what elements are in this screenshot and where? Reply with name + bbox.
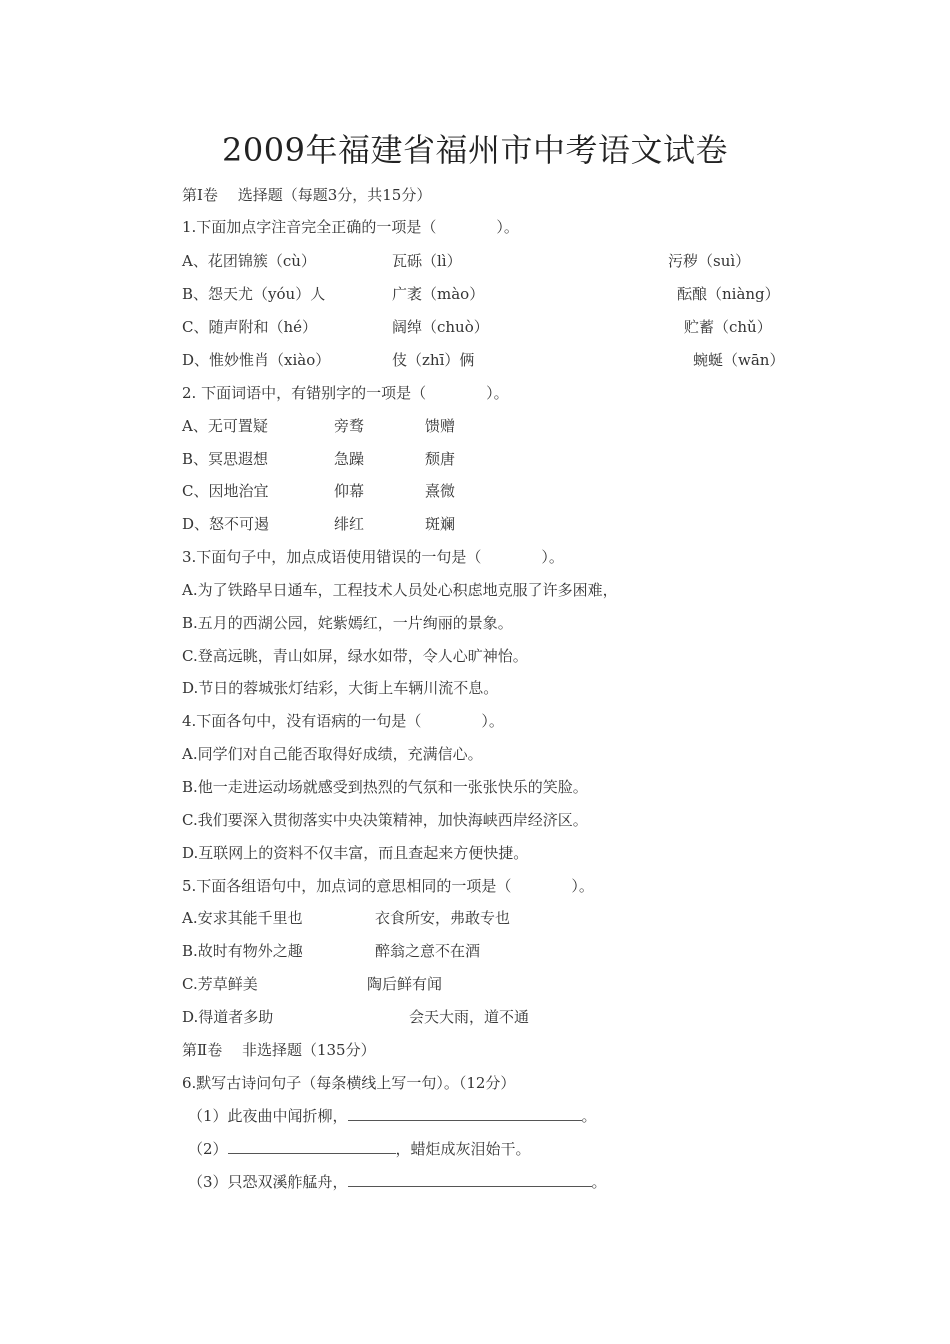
section-1-heading: 第Ⅰ卷 选择题（每题3分，共15分） (182, 186, 432, 204)
question-3-stem: 3.下面句子中，加点成语使用错误的一句是（ ）。 (182, 548, 564, 566)
q5-option-d-col1: D.得道者多助 (182, 1008, 274, 1026)
q5-option-c-col2: 陶后鲜有闻 (367, 975, 443, 993)
q2-option-a-col1: A、无可置疑 (182, 417, 268, 435)
q2-option-d-col3: 斑斓 (425, 515, 456, 533)
q1-option-a-col3: 污秽（suì） (668, 252, 751, 270)
q4-option-d: D.互联网上的资料不仅丰富，而且查起来方便快捷。 (182, 844, 529, 862)
q6-item-2-answer-blank[interactable] (228, 1139, 396, 1154)
q1-option-a-col2: 瓦砾（lì） (392, 252, 462, 270)
q5-option-c-col1: C.芳草鲜美 (182, 975, 258, 993)
q4-option-c: C.我们要深入贯彻落实中央决策精神，加快海峡西岸经济区。 (182, 811, 588, 829)
section-2-heading: 第Ⅱ卷 非选择题（135分） (182, 1041, 376, 1059)
q1-option-b-col3: 酝酿（niàng） (677, 285, 780, 303)
q2-option-d-col1: D、怒不可遏 (182, 515, 270, 533)
q2-option-c-col3: 熹微 (425, 482, 456, 500)
q6-item-3-prefix: （3）只恐双溪舴艋舟， (188, 1173, 348, 1191)
q1-option-d-col3: 蜿蜒（wān） (693, 351, 785, 369)
page-title: 2009年福建省福州市中考语文试卷 (222, 131, 728, 169)
q4-option-b: B.他一走进运动场就感受到热烈的气氛和一张张快乐的笑脸。 (182, 778, 588, 796)
q3-option-b: B.五月的西湖公园，姹紫嫣红，一片绚丽的景象。 (182, 614, 513, 632)
q6-item-1 (188, 1106, 597, 1126)
q2-option-b-col3: 颓唐 (425, 450, 456, 468)
q3-option-d: D.节日的蓉城张灯结彩，大街上车辆川流不息。 (182, 679, 499, 697)
q2-option-d-col2: 绯红 (334, 515, 365, 533)
question-1-stem: 1.下面加点字注音完全正确的一项是（ ）。 (182, 218, 519, 236)
q2-option-c-col2: 仰幕 (334, 482, 365, 500)
q1-option-c-col1: C、随声附和（hé） (182, 318, 318, 336)
q6-item-2-suffix: ，蜡炬成灰泪始干。 (395, 1140, 531, 1158)
question-2-stem: 2. 下面词语中，有错别字的一项是（ ）。 (182, 384, 509, 402)
q6-item-1-prefix: （1）此夜曲中闻折柳， (188, 1107, 348, 1125)
q1-option-d-col2: 伎（zhī）俩 (392, 351, 475, 369)
q1-option-d-col1: D、惟妙惟肖（xiào） (182, 351, 331, 369)
q6-item-3-suffix: 。 (591, 1173, 607, 1191)
question-4-stem: 4.下面各句中，没有语病的一句是（ ）。 (182, 712, 504, 730)
q1-option-c-col3: 贮蓄（chǔ） (684, 318, 772, 336)
q1-option-b-col1: B、怨天尤（yóu）人 (182, 285, 326, 303)
q4-option-a: A.同学们对自己能否取得好成绩，充满信心。 (182, 745, 483, 763)
q6-item-3-answer-blank[interactable] (348, 1172, 592, 1187)
q1-option-a-col1: A、花团锦簇（cù） (182, 252, 316, 270)
q2-option-c-col1: C、因地治宜 (182, 482, 269, 500)
q6-item-3 (188, 1172, 607, 1192)
q2-option-b-col1: B、冥思遐想 (182, 450, 269, 468)
q2-option-a-col2: 旁骛 (334, 417, 365, 435)
q2-option-a-col3: 馈赠 (425, 417, 456, 435)
q6-item-2-prefix: （2） (188, 1140, 228, 1158)
question-6-stem: 6.默写古诗问句子（每条横线上写一句）。（12分） (182, 1074, 516, 1092)
q1-option-c-col2: 阔绰（chuò） (392, 318, 489, 336)
q1-option-b-col2: 广袤（mào） (392, 285, 485, 303)
q6-item-1-suffix: 。 (581, 1107, 597, 1125)
q5-option-a-col2: 衣食所安，弗敢专也 (375, 909, 511, 927)
q6-item-1-answer-blank[interactable] (348, 1106, 582, 1121)
q5-option-b-col1: B.故时有物外之趣 (182, 942, 303, 960)
question-5-stem: 5.下面各组语句中，加点词的意思相同的一项是（ ）。 (182, 877, 594, 895)
q6-item-2 (188, 1139, 531, 1159)
q5-option-d-col2: 会天大雨，道不通 (409, 1008, 530, 1026)
q5-option-a-col1: A.安求其能千里也 (182, 909, 303, 927)
q2-option-b-col2: 急躁 (334, 450, 365, 468)
q3-option-c: C.登高远眺，青山如屏，绿水如带，令人心旷神怡。 (182, 647, 528, 665)
q5-option-b-col2: 醉翁之意不在酒 (375, 942, 481, 960)
q3-option-a: A.为了铁路早日通车，工程技术人员处心积虑地克服了许多困难， (182, 581, 618, 599)
